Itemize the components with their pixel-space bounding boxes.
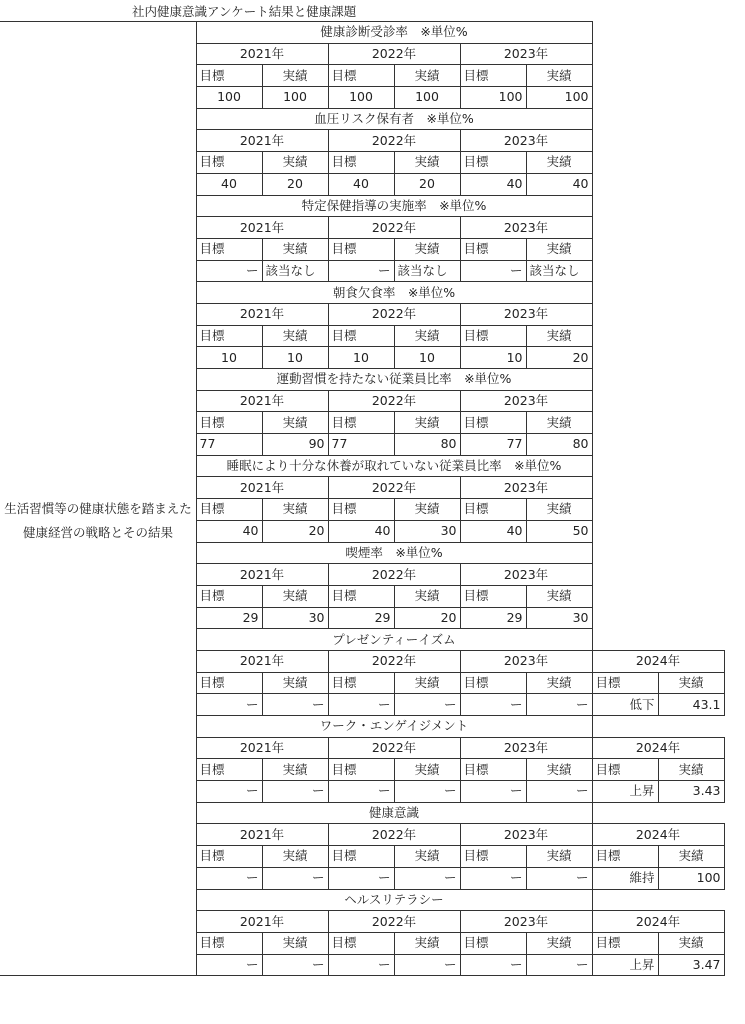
target-header: 目標 bbox=[328, 759, 394, 781]
year-header: 2022年 bbox=[328, 564, 460, 586]
year-header: 2022年 bbox=[328, 303, 460, 325]
target-value: 29 bbox=[196, 607, 262, 629]
year-header: 2022年 bbox=[328, 390, 460, 412]
year-header: 2022年 bbox=[328, 650, 460, 672]
section-title: 特定保健指導の実施率 ※単位% bbox=[196, 195, 592, 217]
target-header: 目標 bbox=[196, 325, 262, 347]
target-header: 目標 bbox=[196, 759, 262, 781]
year-header: 2021年 bbox=[196, 564, 328, 586]
target-value: ー bbox=[328, 694, 394, 716]
actual-header: 実績 bbox=[526, 932, 592, 954]
actual-header: 実績 bbox=[262, 325, 328, 347]
actual-value: ー bbox=[526, 867, 592, 889]
target-header: 目標 bbox=[196, 412, 262, 434]
actual-header: 実績 bbox=[658, 846, 724, 868]
target-value: 10 bbox=[196, 347, 262, 369]
section-title: 運動習慣を持たない従業員比率 ※単位% bbox=[196, 369, 592, 391]
actual-header: 実績 bbox=[262, 585, 328, 607]
blank-cell bbox=[592, 802, 724, 824]
actual-header: 実績 bbox=[394, 412, 460, 434]
actual-header: 実績 bbox=[394, 672, 460, 694]
actual-header: 実績 bbox=[658, 932, 724, 954]
actual-value: 3.43 bbox=[658, 781, 724, 803]
actual-value: 該当なし bbox=[262, 260, 328, 282]
target-header: 目標 bbox=[328, 932, 394, 954]
target-header: 目標 bbox=[460, 672, 526, 694]
actual-value: 100 bbox=[394, 87, 460, 109]
target-header: 目標 bbox=[592, 672, 658, 694]
target-value: 低下 bbox=[592, 694, 658, 716]
target-value: ー bbox=[460, 260, 526, 282]
actual-header: 実績 bbox=[526, 238, 592, 260]
year-header: 2024年 bbox=[592, 911, 724, 933]
section-title: ワーク・エンゲイジメント bbox=[196, 716, 592, 738]
actual-header: 実績 bbox=[262, 412, 328, 434]
target-value: 100 bbox=[196, 87, 262, 109]
year-header: 2021年 bbox=[196, 303, 328, 325]
target-value: ー bbox=[196, 867, 262, 889]
blank-cell bbox=[592, 716, 724, 738]
year-header: 2023年 bbox=[460, 737, 592, 759]
actual-header: 実績 bbox=[526, 585, 592, 607]
target-header: 目標 bbox=[328, 238, 394, 260]
target-value: ー bbox=[460, 781, 526, 803]
actual-value: ー bbox=[526, 954, 592, 976]
target-value: 77 bbox=[460, 434, 526, 456]
target-header: 目標 bbox=[460, 499, 526, 521]
year-header: 2023年 bbox=[460, 303, 592, 325]
actual-header: 実績 bbox=[394, 585, 460, 607]
year-header: 2023年 bbox=[460, 564, 592, 586]
blank-cell bbox=[592, 629, 724, 651]
section-title: 健康診断受診率 ※単位% bbox=[196, 22, 592, 44]
target-value: 40 bbox=[460, 520, 526, 542]
target-header: 目標 bbox=[460, 325, 526, 347]
target-value: 29 bbox=[460, 607, 526, 629]
actual-value: 30 bbox=[262, 607, 328, 629]
target-value: ー bbox=[328, 781, 394, 803]
target-value: ー bbox=[460, 694, 526, 716]
actual-value: 20 bbox=[262, 520, 328, 542]
year-header: 2023年 bbox=[460, 824, 592, 846]
target-header: 目標 bbox=[196, 932, 262, 954]
actual-header: 実績 bbox=[526, 325, 592, 347]
target-value: 上昇 bbox=[592, 781, 658, 803]
target-value: ー bbox=[196, 260, 262, 282]
actual-value: ー bbox=[526, 781, 592, 803]
year-header: 2022年 bbox=[328, 477, 460, 499]
target-header: 目標 bbox=[328, 846, 394, 868]
actual-value: 30 bbox=[526, 607, 592, 629]
target-header: 目標 bbox=[328, 499, 394, 521]
actual-header: 実績 bbox=[262, 499, 328, 521]
target-value: 40 bbox=[460, 173, 526, 195]
target-header: 目標 bbox=[196, 672, 262, 694]
year-header: 2022年 bbox=[328, 43, 460, 65]
actual-value: 100 bbox=[262, 87, 328, 109]
year-header: 2022年 bbox=[328, 737, 460, 759]
actual-header: 実績 bbox=[526, 152, 592, 174]
blank-cell bbox=[592, 889, 724, 911]
target-value: ー bbox=[460, 867, 526, 889]
year-header: 2021年 bbox=[196, 737, 328, 759]
section-title: 血圧リスク保有者 ※単位% bbox=[196, 108, 592, 130]
actual-value: ー bbox=[262, 954, 328, 976]
actual-header: 実績 bbox=[394, 65, 460, 87]
target-value: 40 bbox=[196, 173, 262, 195]
actual-header: 実績 bbox=[526, 846, 592, 868]
actual-value: 20 bbox=[526, 347, 592, 369]
actual-value: 100 bbox=[658, 867, 724, 889]
target-header: 目標 bbox=[460, 759, 526, 781]
actual-value: ー bbox=[262, 694, 328, 716]
target-header: 目標 bbox=[460, 585, 526, 607]
target-value: ー bbox=[196, 694, 262, 716]
target-header: 目標 bbox=[460, 846, 526, 868]
year-header: 2021年 bbox=[196, 911, 328, 933]
target-value: ー bbox=[196, 781, 262, 803]
target-value: ー bbox=[328, 954, 394, 976]
target-value: ー bbox=[460, 954, 526, 976]
target-header: 目標 bbox=[196, 65, 262, 87]
target-header: 目標 bbox=[328, 585, 394, 607]
target-value: 40 bbox=[196, 520, 262, 542]
actual-value: ー bbox=[394, 954, 460, 976]
actual-header: 実績 bbox=[262, 759, 328, 781]
target-header: 目標 bbox=[460, 412, 526, 434]
year-header: 2021年 bbox=[196, 650, 328, 672]
actual-header: 実績 bbox=[526, 65, 592, 87]
actual-value: 43.1 bbox=[658, 694, 724, 716]
target-header: 目標 bbox=[592, 846, 658, 868]
year-header: 2021年 bbox=[196, 390, 328, 412]
year-header: 2024年 bbox=[592, 650, 724, 672]
target-header: 目標 bbox=[196, 238, 262, 260]
actual-value: 80 bbox=[526, 434, 592, 456]
actual-value: ー bbox=[394, 867, 460, 889]
target-header: 目標 bbox=[328, 65, 394, 87]
target-header: 目標 bbox=[328, 672, 394, 694]
year-header: 2021年 bbox=[196, 824, 328, 846]
target-header: 目標 bbox=[460, 932, 526, 954]
target-header: 目標 bbox=[328, 325, 394, 347]
target-value: 40 bbox=[328, 173, 394, 195]
year-header: 2021年 bbox=[196, 477, 328, 499]
target-header: 目標 bbox=[196, 499, 262, 521]
target-header: 目標 bbox=[328, 152, 394, 174]
actual-header: 実績 bbox=[394, 932, 460, 954]
actual-header: 実績 bbox=[394, 759, 460, 781]
actual-value: 100 bbox=[526, 87, 592, 109]
year-header: 2022年 bbox=[328, 130, 460, 152]
target-value: 100 bbox=[328, 87, 394, 109]
target-header: 目標 bbox=[592, 759, 658, 781]
actual-header: 実績 bbox=[262, 932, 328, 954]
target-value: 上昇 bbox=[592, 954, 658, 976]
year-header: 2023年 bbox=[460, 130, 592, 152]
year-header: 2024年 bbox=[592, 737, 724, 759]
actual-value: ー bbox=[262, 867, 328, 889]
actual-header: 実績 bbox=[394, 499, 460, 521]
target-value: 40 bbox=[328, 520, 394, 542]
year-header: 2021年 bbox=[196, 217, 328, 239]
section-title: プレゼンティーイズム bbox=[196, 629, 592, 651]
year-header: 2023年 bbox=[460, 650, 592, 672]
actual-header: 実績 bbox=[262, 238, 328, 260]
actual-value: 10 bbox=[394, 347, 460, 369]
actual-header: 実績 bbox=[394, 238, 460, 260]
target-value: 77 bbox=[328, 434, 394, 456]
actual-value: 3.47 bbox=[658, 954, 724, 976]
year-header: 2023年 bbox=[460, 390, 592, 412]
target-value: 10 bbox=[328, 347, 394, 369]
actual-value: 90 bbox=[262, 434, 328, 456]
actual-header: 実績 bbox=[526, 672, 592, 694]
year-header: 2021年 bbox=[196, 130, 328, 152]
section-title: ヘルスリテラシー bbox=[196, 889, 592, 911]
target-value: ー bbox=[328, 260, 394, 282]
actual-header: 実績 bbox=[262, 65, 328, 87]
target-value: 77 bbox=[196, 434, 262, 456]
actual-value: ー bbox=[394, 781, 460, 803]
actual-value: ー bbox=[262, 781, 328, 803]
year-header: 2023年 bbox=[460, 911, 592, 933]
target-value: 10 bbox=[460, 347, 526, 369]
year-header: 2023年 bbox=[460, 43, 592, 65]
actual-value: ー bbox=[394, 694, 460, 716]
actual-header: 実績 bbox=[658, 672, 724, 694]
actual-value: 20 bbox=[394, 173, 460, 195]
actual-header: 実績 bbox=[526, 759, 592, 781]
year-header: 2021年 bbox=[196, 43, 328, 65]
target-value: 100 bbox=[460, 87, 526, 109]
target-value: 維持 bbox=[592, 867, 658, 889]
actual-header: 実績 bbox=[394, 325, 460, 347]
target-header: 目標 bbox=[196, 585, 262, 607]
actual-value: 50 bbox=[526, 520, 592, 542]
target-value: ー bbox=[196, 954, 262, 976]
target-value: ー bbox=[328, 867, 394, 889]
section-title: 健康意識 bbox=[196, 802, 592, 824]
year-header: 2022年 bbox=[328, 217, 460, 239]
target-header: 目標 bbox=[196, 152, 262, 174]
section-title: 睡眠により十分な休養が取れていない従業員比率 ※単位% bbox=[196, 455, 592, 477]
target-header: 目標 bbox=[460, 238, 526, 260]
actual-value: 該当なし bbox=[394, 260, 460, 282]
actual-value: ー bbox=[526, 694, 592, 716]
year-header: 2023年 bbox=[460, 477, 592, 499]
target-header: 目標 bbox=[592, 932, 658, 954]
actual-header: 実績 bbox=[526, 499, 592, 521]
section-title: 喫煙率 ※単位% bbox=[196, 542, 592, 564]
year-header: 2022年 bbox=[328, 824, 460, 846]
actual-value: 80 bbox=[394, 434, 460, 456]
actual-header: 実績 bbox=[394, 152, 460, 174]
section-title-row bbox=[0, 22, 724, 44]
section-title: 朝食欠食率 ※単位% bbox=[196, 282, 592, 304]
actual-value: 30 bbox=[394, 520, 460, 542]
actual-value: 該当なし bbox=[526, 260, 592, 282]
actual-header: 実績 bbox=[658, 759, 724, 781]
target-header: 目標 bbox=[328, 412, 394, 434]
year-header: 2024年 bbox=[592, 824, 724, 846]
actual-header: 実績 bbox=[262, 672, 328, 694]
target-header: 目標 bbox=[196, 846, 262, 868]
actual-header: 実績 bbox=[262, 152, 328, 174]
actual-header: 実績 bbox=[526, 412, 592, 434]
page-title: 社内健康意識アンケート結果と健康課題 bbox=[132, 4, 357, 19]
actual-value: 20 bbox=[262, 173, 328, 195]
actual-header: 実績 bbox=[262, 846, 328, 868]
year-header: 2022年 bbox=[328, 911, 460, 933]
year-header: 2023年 bbox=[460, 217, 592, 239]
actual-header: 実績 bbox=[394, 846, 460, 868]
target-value: 29 bbox=[328, 607, 394, 629]
side-label: 生活習慣等の健康状態を踏まえた健康経営の戦略とその結果 bbox=[4, 501, 192, 540]
target-header: 目標 bbox=[460, 65, 526, 87]
actual-value: 20 bbox=[394, 607, 460, 629]
target-header: 目標 bbox=[460, 152, 526, 174]
actual-value: 40 bbox=[526, 173, 592, 195]
actual-value: 10 bbox=[262, 347, 328, 369]
